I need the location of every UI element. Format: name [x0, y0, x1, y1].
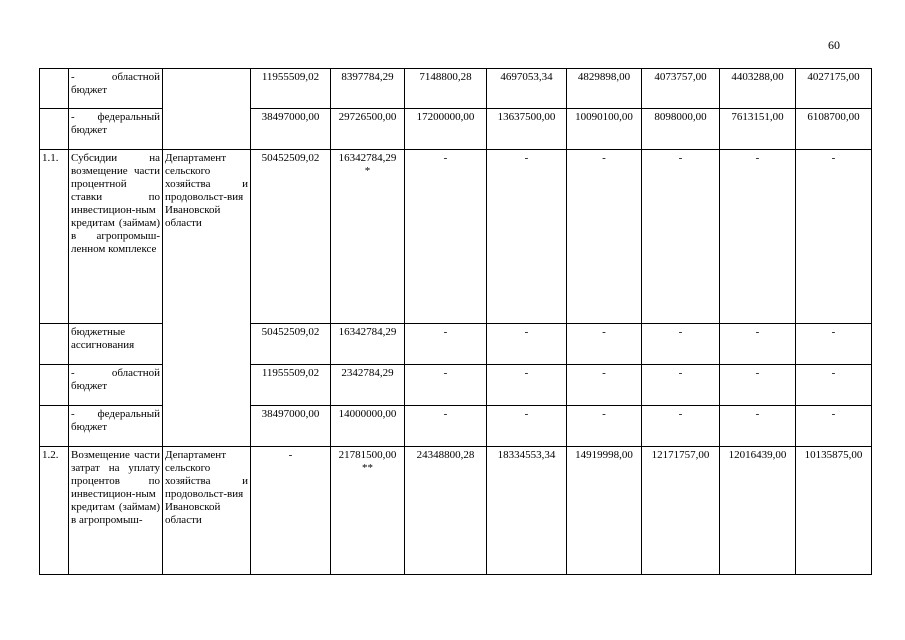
table-row: [40, 447, 872, 575]
row-description-cell: - областной бюджет: [69, 69, 163, 109]
value-cell: 10135875,00: [796, 447, 872, 575]
value-cell: -: [796, 324, 872, 365]
row-description-cell: Возмещение части затрат на уплату процентов по инвестицион-ным кредитам (займам) в агропромыш-: [69, 447, 163, 575]
row-description-cell: - федеральный бюджет: [69, 406, 163, 447]
value-cell: -: [487, 365, 567, 406]
value-cell: -: [567, 365, 642, 406]
row-description-cell: - федеральный бюджет: [69, 109, 163, 150]
value-cell: -: [405, 324, 487, 365]
row-index-cell: 1.2.: [40, 447, 69, 575]
value-cell: 6108700,00: [796, 109, 872, 150]
value-cell: 4027175,00: [796, 69, 872, 109]
row-description-cell: бюджетные ассигнования: [69, 324, 163, 365]
table-row: [40, 150, 872, 324]
value-cell: 8397784,29: [331, 69, 405, 109]
value-cell: -: [405, 150, 487, 324]
value-cell: -: [405, 365, 487, 406]
value-cell: -: [796, 150, 872, 324]
value-cell: 29726500,00: [331, 109, 405, 150]
value-cell: -: [720, 324, 796, 365]
value-cell: -: [796, 365, 872, 406]
value-cell: -: [567, 406, 642, 447]
value-cell: 38497000,00: [251, 406, 331, 447]
value-cell: 38497000,00: [251, 109, 331, 150]
value-cell: -: [487, 324, 567, 365]
value-cell: 12016439,00: [720, 447, 796, 575]
executor-cell: Департамент сельского хозяйства и продовольст-вия Ивановской области: [163, 447, 251, 575]
value-cell: 4073757,00: [642, 69, 720, 109]
table-row: [40, 69, 872, 109]
value-cell: -: [487, 150, 567, 324]
value-cell: -: [642, 150, 720, 324]
executor-cell: Департамент сельского хозяйства и продовольст-вия Ивановской области: [163, 150, 251, 447]
value-cell: 11955509,02: [251, 69, 331, 109]
value-cell: -: [642, 365, 720, 406]
row-description-cell: - областной бюджет: [69, 365, 163, 406]
budget-table: [39, 68, 872, 575]
value-cell: 10090100,00: [567, 109, 642, 150]
value-cell: 24348800,28: [405, 447, 487, 575]
value-cell: -: [567, 324, 642, 365]
value-cell: -: [642, 406, 720, 447]
value-cell: -: [487, 406, 567, 447]
value-cell: 7613151,00: [720, 109, 796, 150]
value-cell: 21781500,00 **: [331, 447, 405, 575]
row-index-cell: [40, 365, 69, 406]
value-cell: 50452509,02: [251, 150, 331, 324]
value-cell: 14000000,00: [331, 406, 405, 447]
page-number: 60: [828, 38, 840, 52]
value-cell: 11955509,02: [251, 365, 331, 406]
value-cell: 4403288,00: [720, 69, 796, 109]
value-cell: 18334553,34: [487, 447, 567, 575]
value-cell: 50452509,02: [251, 324, 331, 365]
value-cell: -: [567, 150, 642, 324]
value-cell: -: [720, 150, 796, 324]
value-cell: -: [720, 365, 796, 406]
value-cell: 13637500,00: [487, 109, 567, 150]
value-cell: 16342784,29: [331, 324, 405, 365]
value-cell: 14919998,00: [567, 447, 642, 575]
row-description-cell: Субсидии на возмещение части процентной ставки по инвестицион-ным кредитам (займам) в агропромыш-ленном комплексе: [69, 150, 163, 324]
row-index-cell: [40, 109, 69, 150]
row-index-cell: [40, 406, 69, 447]
row-index-cell: [40, 69, 69, 109]
value-cell: 2342784,29: [331, 365, 405, 406]
value-cell: -: [796, 406, 872, 447]
value-cell: 16342784,29 *: [331, 150, 405, 324]
value-cell: 17200000,00: [405, 109, 487, 150]
value-cell: 4697053,34: [487, 69, 567, 109]
value-cell: -: [251, 447, 331, 575]
value-cell: 12171757,00: [642, 447, 720, 575]
value-cell: 4829898,00: [567, 69, 642, 109]
executor-cell: [163, 69, 251, 150]
value-cell: -: [720, 406, 796, 447]
row-index-cell: [40, 324, 69, 365]
value-cell: 7148800,28: [405, 69, 487, 109]
row-index-cell: 1.1.: [40, 150, 69, 324]
value-cell: -: [405, 406, 487, 447]
value-cell: 8098000,00: [642, 109, 720, 150]
value-cell: -: [642, 324, 720, 365]
